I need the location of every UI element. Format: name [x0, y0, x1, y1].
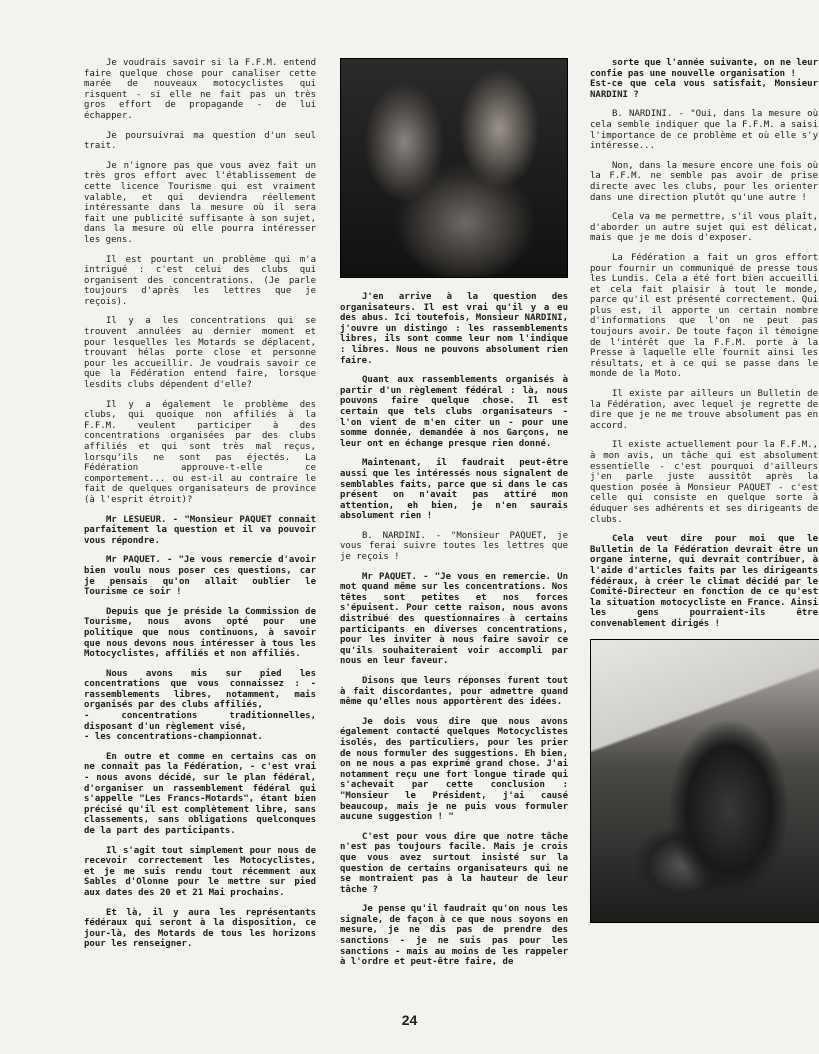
paragraph: Il s'agit tout simplement pour nous de recevoir correctement les Motocyclistes, et je me suis rendu tout récemment aux Sables d'Olonne pour le mettre sur pied aux dates des 20 et 21 Mai prochains. [84, 845, 316, 898]
paragraph: Disons que leurs réponses furent tout à fait discordantes, pour admettre quand même qu'elles nous apportèrent des idées. [340, 676, 568, 708]
paragraph: Nous avons mis sur pied les concentrations que vous connaissez : - rassemblements libres, notamment, mais organisés par des clubs affiliés, - concentrations traditionnelles, disposant d'un règlement visé, - les concentrations-championnat. [84, 668, 316, 743]
paragraph: Cela veut dire pour moi que le Bulletin de la Fédération devrait être un organe interne, qui devrait contribuer, à l'aide d'articles faits par les dirigeants fédéraux, à créer le climat décidé par le Comité-Directeur en fonction de ce qu'est la situation motocycliste en France. Ainsi les gens pourraient-ils être convenablement dirigés ! [590, 534, 818, 629]
paragraph: Il y a les concentrations qui se trouvent annulées au dernier moment et pour lesquelles les Motards se déplacent, trouvant hélas porte close et personne pour les accueillir. Je voudrais savoir ce que la Fédération entend faire, lorsque lesdits clubs dépendent d'elle? [84, 316, 316, 391]
page-number: 24 [401, 1012, 418, 1028]
paragraph: Maintenant, il faudrait peut-être aussi que les intéressés nous signalent de semblables faits, parce que si dans le cas présent on n'avait pas attiré mon attention, eh bien, je n'en saurais absolument rien ! [340, 458, 568, 522]
column-1 [84, 58, 316, 959]
column-2 [340, 58, 568, 977]
photo-motorcycle-riders [590, 639, 819, 923]
paragraph: Je voudrais savoir si la F.F.M. entend faire quelque chose pour canaliser cette marée de nouveaux motocyclistes qui risquent - si elle ne fait pas un très gros effort de propagande - de lui échapper. [84, 58, 316, 121]
paragraph: La Fédération a fait un gros effort pour fournir un communiqué de presse tous les Lundis. Cela a été fort bien accueilli et cela fait plaisir à tout le monde, parce qu'il est présenté correctement. Qui plus est, il apporte un certain nombre d'informations que l'on ne peut pas toujours avoir. De toute façon il témoigne de l'intérêt que la F.F.M. porte à la Presse à laquelle elle fournit ainsi les résultats, et à ce qui se passe dans le monde de la Moto. [590, 252, 818, 380]
paragraph: Mr PAQUET. - "Je vous remercie d'avoir bien voulu nous poser ces questions, car je pensais qu'on allait oublier le Tourisme ce soir ! [84, 555, 316, 598]
paragraph: Je poursuivrai ma question d'un seul trait. [84, 130, 316, 152]
paragraph: Il est pourtant un problème qui m'a intrigué : c'est celui des clubs qui organisent des concentrations. (Je parle toujours d'après les lettres que je reçois). [84, 254, 316, 307]
column-3-paragraphs [590, 58, 818, 630]
page-edge [8, 0, 18, 1054]
paragraph: Je pense qu'il faudrait qu'on nous les signale, de façon à ce que nous soyons en mesure, je ne dis pas de prendre des sanctions - je ne suis pas pour les sanctions - mais au moins de les rappeler à l'ordre et peut-être faire, de [340, 904, 568, 968]
paragraph: sorte que l'année suivante, on ne leur confie pas une nouvelle organisation ! Est-ce que cela vous satisfait, Monsieur NARDINI ? [590, 58, 818, 100]
paragraph: Je dois vous dire que nous avons également contacté quelques Motocyclistes isolés, des particuliers, pour les prier de nous formuler des suggestions. Eh bien, on ne nous a pas exprimé grand chose. J'ai notamment reçu une fort longue tirade qui s'achevait par cette conclusion : "Monsieur le Président, j'ai causé beaucoup, mais je ne puis vous formuler aucune suggestion ! " [340, 716, 568, 823]
paragraph: B. NARDINI. - "Oui, dans la mesure où cela semble indiquer que la F.F.M. a saisi l'importance de ce problème et où elle s'y intéresse... [590, 109, 818, 152]
paragraph: Il y a également le problème des clubs, qui quoique non affiliés à la F.F.M. veulent participer à des concentrations organisées par des clubs affiliés et qui sont très mal reçus, lorsqu'ils ne sont pas éjectés. La Fédération approuve-t-elle ce comportement... ou est-il au contraire le fait de quelques organisateurs de province (à l'esprit étroit)? [84, 399, 316, 505]
paragraph: Quant aux rassemblements organisés à partir d'un règlement fédéral : là, nous pouvons faire quelque chose. Il est certain que tels clubs organisateurs - l'on vient de m'en citer un - pour une somme donnée, demandée à nos Garçons, ne leur ont en échange presque rien donné. [340, 375, 568, 449]
paragraph: Mr PAQUET. - "Je vous en remercie. Un mot quand même sur les concentrations. Nos têtes sont petites et nos forces s'épuisent. Pour cette raison, nous avons distribué des questionnaires à certains participants en diverses concentrations, pour les inviter à nous faire savoir ce qu'ils souhaiteraient voir accompli par nous en leur faveur. [340, 571, 568, 667]
paragraph: Depuis que je préside la Commission de Tourisme, nous avons opté pour une politique que nous continuons, à savoir que nous devons nous intéresser à tous les Motocyclistes, affiliés et non affiliés. [84, 606, 316, 660]
paragraph: Il existe par ailleurs un Bulletin de la Fédération, avec lequel je regrette de dire que je ne me trouve absolument pas en accord. [590, 389, 818, 431]
paragraph: Je n'ignore pas que vous avez fait un très gros effort avec l'établissement de cette licence Tourisme qui est vraiment valable, et qui deviendra réellement intéressante dans la mesure où il sera fait une publicité suffisante à son sujet, dans la mesure où elle pourra intéresser les gens. [84, 160, 316, 245]
column-3 [590, 58, 818, 923]
paragraph: J'en arrive à la question des organisateurs. Il est vrai qu'il y a eu des abus. Ici toutefois, Monsieur NARDINI, j'ouvre un distingo : les rassemblements libres, ils sont comme leur nom l'indique : libres. Nous ne pouvons absolument rien faire. [340, 292, 568, 366]
paragraph: Il existe actuellement pour la F.F.M., à mon avis, un tâche qui est absolument essentielle - c'est pourquoi d'ailleurs j'en parle juste aussitôt après la question posée à Monsieur PAQUET - c'est celle qui consiste en quelque sorte à éduquer ses adhérents et ses dirigeants de clubs. [590, 440, 818, 525]
paragraph: Et là, il y aura les représentants fédéraux qui seront à la disposition, ce jour-là, des Motards de tous les horizons pour les renseigner. [84, 907, 316, 950]
paragraph: C'est pour vous dire que notre tâche n'est pas toujours facile. Mais je crois que vous avez surtout insisté sur la question de certains organisateurs qui ne se montraient pas à la hauteur de leur tâche ? [340, 831, 568, 895]
paragraph: Mr LESUEUR. - "Monsieur PAQUET connait parfaitement la question et il va pouvoir vous répondre. [84, 514, 316, 546]
column-1-paragraphs [84, 58, 316, 950]
paragraph: Non, dans la mesure encore une fois où la F.F.M. ne semble pas avoir de prise directe avec les clubs, pour les orienter dans une direction plutôt qu'une autre ! [590, 160, 818, 203]
column-2-paragraphs [340, 292, 568, 968]
paragraph: B. NARDINI. - "Monsieur PAQUET, je vous ferai suivre toutes les lettres que je reçois ! [340, 530, 568, 563]
photo-two-motorcyclists-with-trophies [340, 58, 568, 278]
paragraph: Cela va me permettre, s'il vous plaît, d'aborder un autre sujet qui est délicat, mais que je me dois d'exposer. [590, 212, 818, 244]
paragraph: En outre et comme en certains cas on ne connait pas la Fédération, - c'est vrai - nous avons décidé, sur le plan fédéral, d'organiser un rassemblement fédéral qui s'appelle "Les Francs-Motards", étant bien précisé qu'il est complètement libre, sans classements, sans obligations quelconques de la part des participants. [84, 751, 316, 836]
